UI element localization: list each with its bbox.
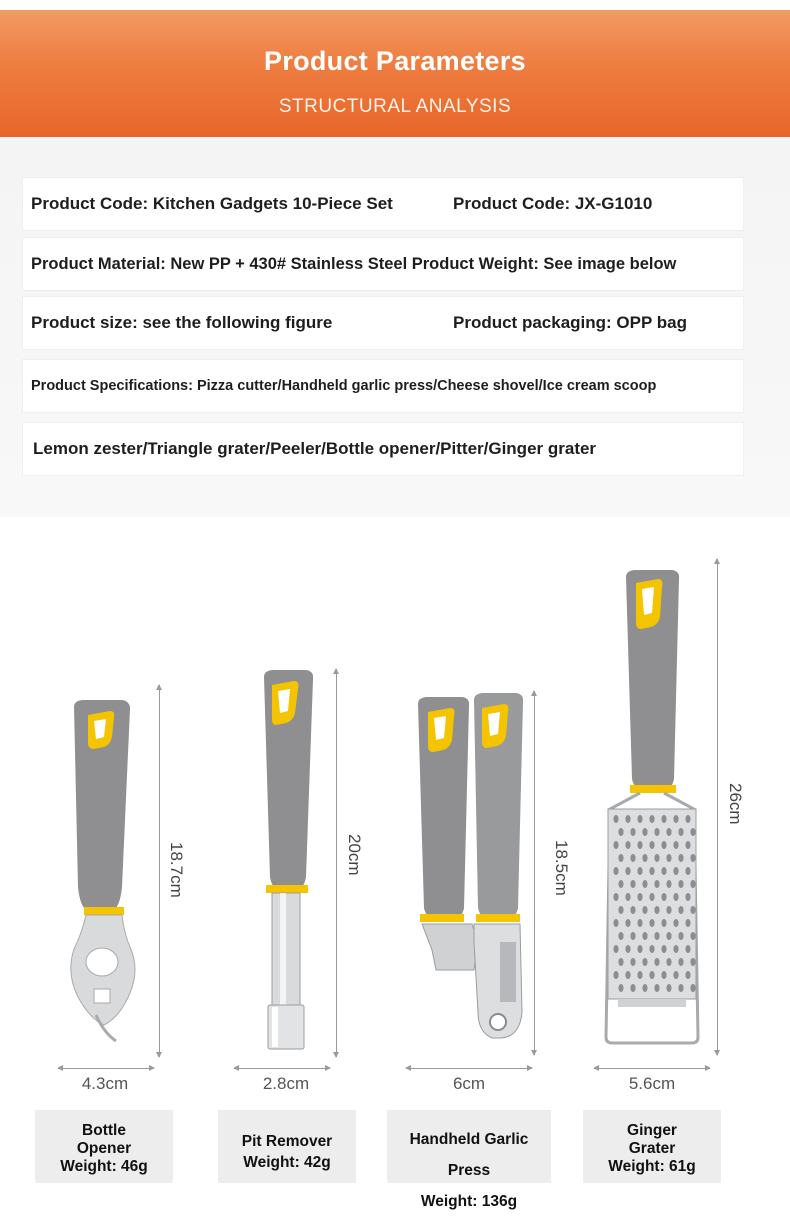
garlic-press-name: Handheld Garlic Press [409, 1131, 529, 1179]
garlic-press-width-label: 6cm [452, 1074, 486, 1093]
garlic-press-image [412, 692, 532, 1052]
ginger-grater-height-label: 26cm [726, 783, 745, 825]
param-material: Product Material: New PP + 430# Stainless Steel Product Weight: See image below [31, 254, 677, 273]
bottle-opener-card [35, 1110, 173, 1183]
header-banner [0, 10, 790, 137]
bottle-opener-weight: Weight: 46g [60, 1158, 148, 1175]
bottle-opener-height-dimension [159, 685, 160, 1057]
ginger-grater-image [600, 569, 704, 1049]
bottle-opener-name-line2: Opener [76, 1140, 132, 1157]
pit-remover-weight: Weight: 42g [243, 1154, 331, 1171]
param-size: Product size: see the following figure [31, 313, 333, 332]
ginger-grater-name-line2: Grater [628, 1140, 676, 1157]
garlic-press-weight: Weight: 136g [420, 1193, 518, 1210]
param-row [22, 359, 744, 413]
ginger-grater-width-dimension [594, 1068, 710, 1069]
param-packaging: Product packaging: OPP bag [453, 313, 687, 332]
param-row [22, 237, 744, 291]
ginger-grater-height-dimension [717, 559, 718, 1055]
bottle-opener-name-line1: Bottle [82, 1122, 126, 1139]
ginger-grater-weight: Weight: 61g [608, 1158, 696, 1175]
pit-remover-name: Pit Remover [241, 1133, 333, 1150]
bottle-opener-height-label: 18.7cm [167, 842, 186, 898]
page-subtitle: STRUCTURAL ANALYSIS [278, 96, 512, 117]
pit-remover-card [218, 1110, 356, 1183]
param-product-code: Product Code: JX-G1010 [453, 194, 653, 213]
bottle-opener-width-dimension [58, 1068, 154, 1069]
param-row [22, 422, 744, 476]
bottle-opener-width-label: 4.3cm [81, 1074, 129, 1093]
pit-remover-width-dimension [234, 1068, 330, 1069]
parameters-panel [0, 137, 790, 517]
products-section [0, 517, 790, 1227]
param-specifications-continued: Lemon zester/Triangle grater/Peeler/Bottle opener/Pitter/Ginger grater [33, 439, 597, 458]
pit-remover-height-label: 20cm [345, 834, 364, 876]
garlic-press-height-dimension [534, 691, 535, 1055]
page-title: Product Parameters [263, 46, 526, 76]
garlic-press-card [387, 1110, 551, 1210]
param-product-code-name: Product Code: Kitchen Gadgets 10-Piece Set [31, 194, 393, 213]
garlic-press-width-dimension [406, 1068, 532, 1069]
pit-remover-height-dimension [336, 669, 337, 1057]
garlic-press-height-label: 18.5cm [552, 840, 571, 896]
ginger-grater-name-line1: Ginger [627, 1122, 677, 1139]
param-row [22, 296, 744, 350]
bottle-opener-image [60, 697, 140, 1057]
param-row [22, 177, 744, 231]
pit-remover-width-label: 2.8cm [262, 1074, 310, 1093]
ginger-grater-card [583, 1110, 721, 1183]
pit-remover-image [258, 667, 318, 1052]
ginger-grater-width-label: 5.6cm [628, 1074, 676, 1093]
param-specifications: Product Specifications: Pizza cutter/Handheld garlic press/Cheese shovel/Ice cream scoop [31, 378, 657, 394]
